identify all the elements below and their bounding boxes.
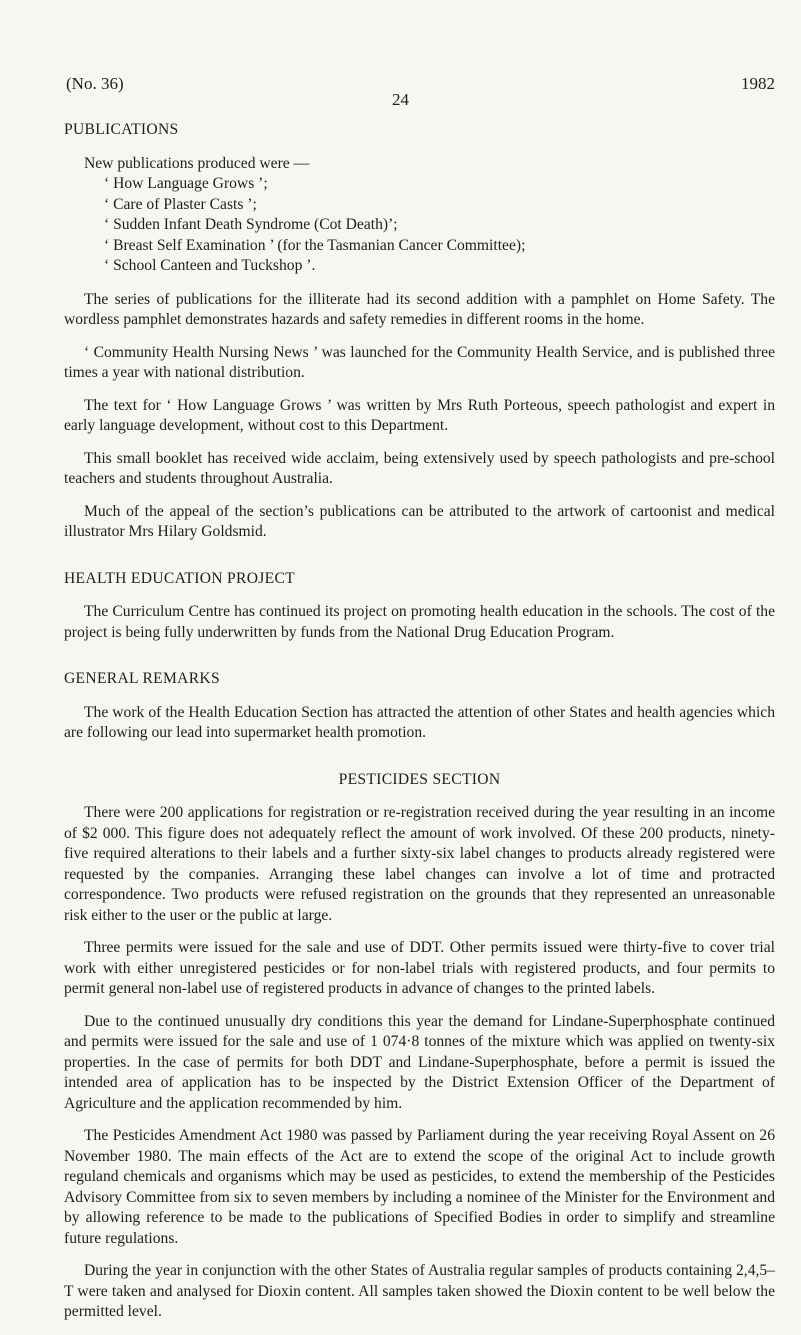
paragraph: The text for ‘ How Language Grows ’ was written by Mrs Ruth Porteous, speech pathologist and expert in early language development, without cost to this Department. [64,396,775,434]
spacer [64,756,775,770]
health-education-heading: HEALTH EDUCATION PROJECT [64,569,296,587]
pesticides-section [64,770,775,1323]
spacer [64,655,775,669]
publications-intro: New publications produced were — [84,154,310,172]
paragraph: Three permits were issued for the sale and use of DDT. Other permits issued were thirty-five to cover trial work with either unregistered pesticides or for non-label trials with registered products, and four permits to permit general non-label use of registered products in advance of changes to the printed labels. [64,939,775,997]
publications-list [64,174,775,277]
issue-number: (No. 36) [66,74,124,93]
paragraph: Much of the appeal of the section’s publications can be attributed to the artwork of cartoonist and medical illustrator Mrs Hilary Goldsmid. [64,502,775,540]
paragraph: ‘ Community Health Nursing News ’ was launched for the Community Health Service, and is published three times a year with national distribution. [64,343,775,381]
list-item: ‘ Sudden Infant Death Syndrome (Cot Death)’; [104,216,398,233]
page-body [64,120,775,1335]
list-item: ‘ Care of Plaster Casts ’; [104,195,257,213]
year: 1982 [741,74,775,93]
publications-section [64,120,775,543]
publications-heading: PUBLICATIONS [64,121,179,138]
paragraph: The Curriculum Centre has continued its project on promoting health education in the schools. The cost of the project is being fully underwritten by funds from the National Drug Education Program. [64,603,775,641]
list-item: ‘ How Language Grows ’; [104,175,268,192]
paragraph: During the year in conjunction with the other States of Australia regular samples of products containing 2,4,5–T were taken and analysed for Dioxin content. All samples taken showed the Dioxin content to be well below the permitted level. [64,1262,775,1320]
page-number: 24 [392,90,409,109]
paragraph: The work of the Health Education Section has attracted the attention of other States and health agencies which are following our lead into supermarket health promotion. [64,703,775,741]
general-remarks-heading: GENERAL REMARKS [64,670,220,687]
list-item: ‘ School Canteen and Tuckshop ’. [104,257,316,274]
list-item: ‘ Breast Self Examination ’ (for the Tasmanian Cancer Committee); [104,236,526,254]
paragraph: This small booklet has received wide acclaim, being extensively used by speech pathologists and pre-school teachers and students throughout Australia. [64,449,775,487]
general-remarks-section [64,669,775,744]
paragraph: There were 200 applications for registration or re-registration received during the year resulting in an income of $2 000. This figure does not adequately reflect the amount of work involved. Of these 200 products, ninety-five required alterations to their labels and a further sixty-six label changes to products already registered were requested by the companies. Arranging these label changes can involve a lot of time and protracted correspondence. Two products were refused registration on the grounds that they represented an unreasonable risk either to the user or the public at large. [64,804,775,924]
pesticides-heading: PESTICIDES SECTION [338,770,501,788]
paragraph: The Pesticides Amendment Act 1980 was passed by Parliament during the year receiving Royal Assent on 26 November 1980. The main effects of the Act are to extend the scope of the original Act to include growth reguland chemicals and organisms which may be used as pesticides, to extend the membership of the Pesticides Advisory Committee from six to seven members by including a nominee of the Minister for the Environment and by allowing reference to be made to the publications of Specified Bodies in order to simplify and streamline future regulations. [64,1127,775,1247]
health-education-section [64,569,775,644]
paragraph: Due to the continued unusually dry conditions this year the demand for Lindane-Superphosphate continued and permits were issued for the sale and use of 1 074·8 tonnes of the mixture which was applied on twenty-six properties. In the case of permits for both DDT and Lindane-Superphosphate, before a permit is issued the intended area of application has to be inspected by the District Extension Officer of the Department of Agriculture and the application recommended by him. [64,1012,775,1112]
spacer [64,555,775,569]
paragraph: The series of publications for the illiterate had its second addition with a pamphlet on Home Safety. The wordless pamphlet demonstrates hazards and safety remedies in different rooms in the home. [64,290,775,328]
